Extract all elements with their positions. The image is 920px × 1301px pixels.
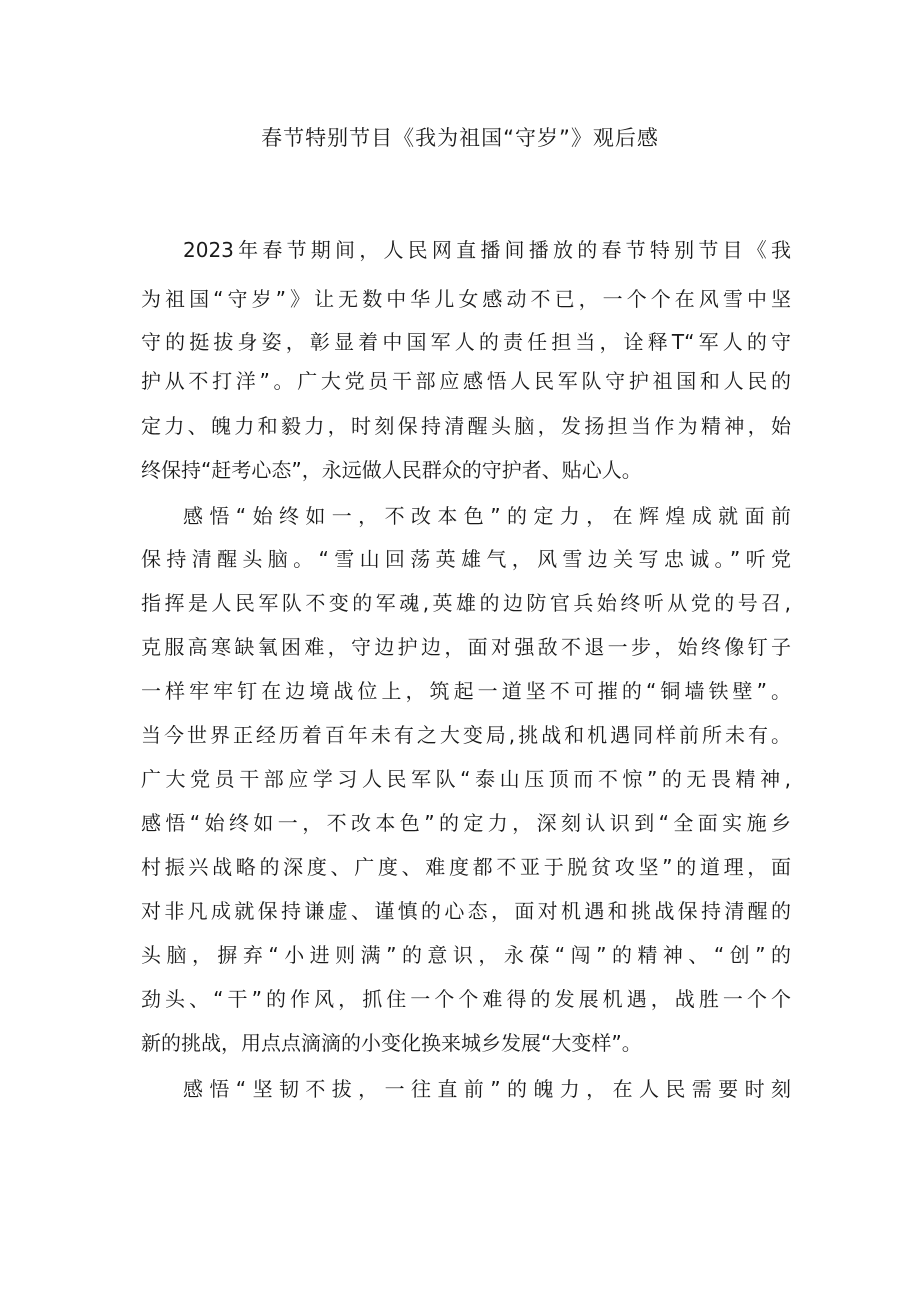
text-line: 广大党员干部应学习人民军队“泰山压顶而不惊”的无畏精神,	[141, 767, 791, 791]
text-line: 感悟“始终如一，不改本色”的定力，在辉煌成就面前	[183, 504, 791, 528]
text-line: 当今世界正经历着百年未有之大变局,挑战和机遇同样前所未有。	[141, 723, 791, 747]
text-line: 头脑，摒弃“小进则满”的意识，永葆“闯”的精神、“创”的	[141, 943, 791, 967]
text-line: 护从不打洋”。广大党员干部应感悟人民军队守护祖国和人民的	[141, 369, 791, 393]
text-line: 保持清醒头脑。“雪山回荡英雄气，风雪边关写忠诚。”听党	[141, 547, 791, 571]
document-title: 春节特别节目《我为祖国“守岁”》观后感	[261, 126, 659, 150]
text-line: 新的挑战，用点点滴滴的小变化换来城乡发展“大变样”。	[141, 1031, 642, 1055]
text-line: 对非凡成就保持谦虚、谨慎的心态，面对机遇和挑战保持清醒的	[141, 899, 791, 923]
text-line: 感悟“坚韧不拔，一往直前”的魄力，在人民需要时刻	[183, 1077, 791, 1101]
text-line: 指挥是人民军队不变的军魂,英雄的边防官兵始终听从党的号召,	[141, 591, 791, 615]
text-line: 劲头、“干”的作风，抓住一个个难得的发展机遇，战胜一个个	[141, 987, 791, 1011]
text-line: 定力、魄力和毅力，时刻保持清醒头脑，发扬担当作为精神，始	[141, 414, 791, 438]
text-line: 感悟“始终如一，不改本色”的定力，深刻认识到“全面实施乡	[141, 811, 791, 835]
text-line: 克服高寒缺氧困难，守边护边，面对强敌不退一步，始终像钉子	[141, 635, 791, 659]
text-line: 守的挺拔身姿，彰显着中国军人的责任担当，诠释T“军人的守	[141, 330, 791, 354]
text-line: 终保持“赶考心态”，永远做人民群众的守护者、贴心人。	[141, 458, 642, 482]
text-line: 2023年春节期间，人民网直播间播放的春节特别节目《我	[183, 238, 791, 262]
text-line: 为祖国“守岁”》让无数中华儿女感动不已，一个个在风雪中坚	[141, 287, 791, 311]
text-line: 一样牢牢钉在边境战位上，筑起一道坚不可摧的“铜墙铁壁”。	[141, 679, 791, 703]
text-line: 村振兴战略的深度、广度、难度都不亚于脱贫攻坚”的道理，面	[141, 855, 791, 879]
